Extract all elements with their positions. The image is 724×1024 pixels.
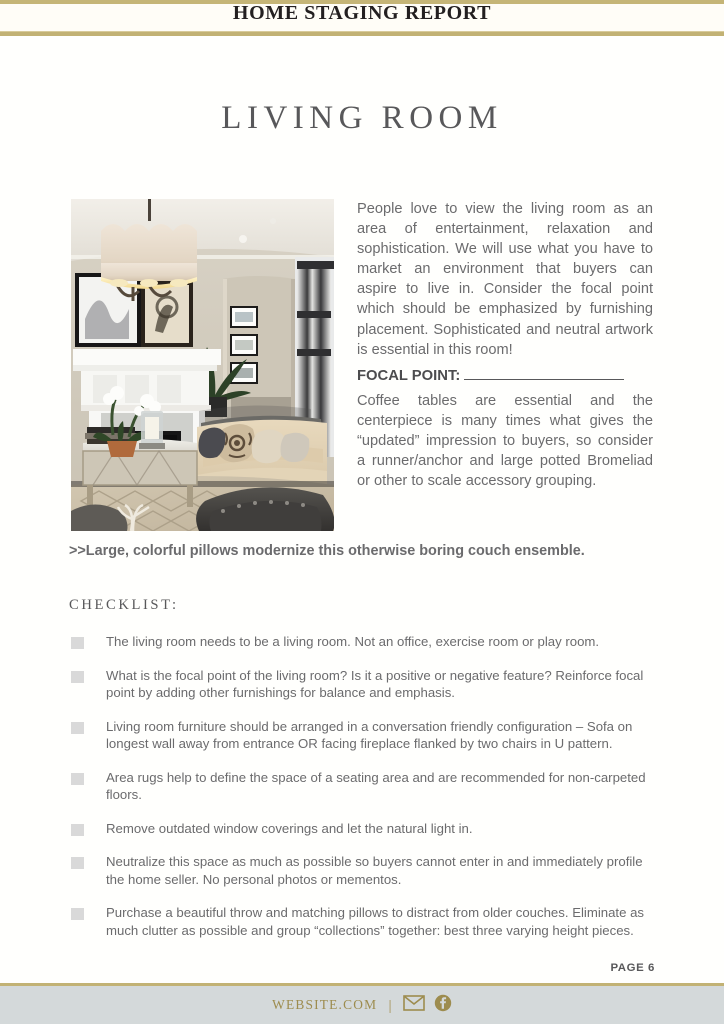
checkbox[interactable] xyxy=(71,722,84,734)
checkbox[interactable] xyxy=(71,824,84,836)
list-item-label: Neutralize this space as much as possible so buyers cannot enter in and immediately profile the home seller. No personal photos or mementos. xyxy=(106,854,643,887)
list-item-label: What is the focal point of the living room? Is it a positive or negative feature? Reinforce focal point by adding other furnishings for balance and emphasis. xyxy=(106,667,644,700)
copy-paragraph-1: People love to view the living room as an area of entertainment, relaxation and sophistication. We will use what you have to market an environment that buyers can aspire to live in. Consider the focal point which should be emphasized by furnishing placement. Sophisticated and neutral artwork is essential in this room! xyxy=(357,201,653,358)
list-item-label: Area rugs help to define the space of a seating area and are recommended for non-carpeted floors. xyxy=(106,769,646,802)
checkbox[interactable] xyxy=(71,773,84,785)
mail-icon[interactable] xyxy=(403,995,425,1016)
footer xyxy=(0,986,724,1024)
list-item-label: The living room needs to be a living room. Not an office, exercise room or play room. xyxy=(106,634,600,649)
list-item-label: Remove outdated window coverings and let the natural light in. xyxy=(106,820,473,836)
living-room-copy xyxy=(357,199,653,491)
focal-point-label: FOCAL POINT: xyxy=(357,367,461,384)
checkbox[interactable] xyxy=(71,671,84,683)
photo-caption: >>Large, colorful pillows modernize this otherwise boring couch ensemble. xyxy=(69,543,585,559)
list-item[interactable] xyxy=(71,820,651,838)
list-item[interactable] xyxy=(71,667,651,702)
list-item[interactable] xyxy=(71,904,651,939)
focal-point-blank-line[interactable] xyxy=(464,367,624,380)
focal-point-field[interactable] xyxy=(357,366,653,386)
list-item[interactable] xyxy=(71,633,651,651)
checkbox[interactable] xyxy=(71,857,84,869)
footer-website-link[interactable]: WEBSITE.COM xyxy=(272,997,378,1012)
checkbox[interactable] xyxy=(71,908,84,920)
list-item[interactable] xyxy=(71,769,651,804)
facebook-icon[interactable] xyxy=(434,994,452,1017)
copy-paragraph-2: Coffee tables are essential and the centerpiece is many times what gives the “updated” impression to buyers, so consider a runner/anchor and large potted Bromeliad or other to scale accessory grouping. xyxy=(357,392,653,490)
list-item-label: Living room furniture should be arranged in a conversation friendly configuration – Sofa on longest wall away from entrance OR facing fireplace flanked by two chairs in U pattern. xyxy=(106,718,633,751)
report-header-title: HOME STAGING REPORT xyxy=(232,2,492,24)
staged-living-room-photo xyxy=(71,199,334,531)
checkbox[interactable] xyxy=(71,637,84,649)
list-item[interactable] xyxy=(71,718,651,753)
header-divider-rule xyxy=(0,31,724,36)
list-item-label: Purchase a beautiful throw and matching pillows to distract from older couches. Eliminate as much clutter as possible and group “collections” together: best three varying height pieces. xyxy=(106,905,645,938)
page-title: LIVING ROOM xyxy=(221,100,503,136)
checklist xyxy=(71,633,651,955)
checklist-heading: CHECKLIST: xyxy=(69,597,179,613)
footer-separator: | xyxy=(388,997,392,1013)
list-item[interactable] xyxy=(71,853,651,888)
page-number: PAGE 6 xyxy=(610,962,655,974)
